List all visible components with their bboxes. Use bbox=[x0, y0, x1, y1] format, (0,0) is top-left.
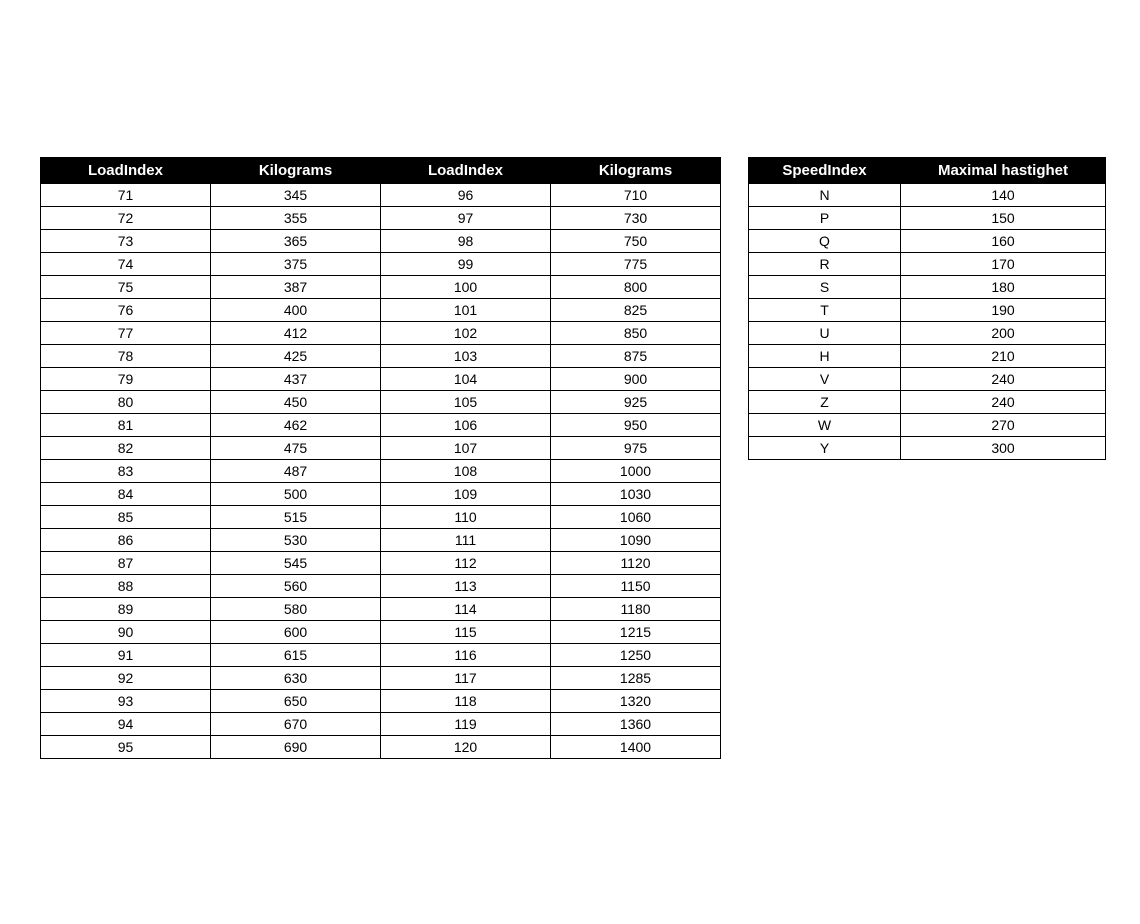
table-cell: 119 bbox=[381, 713, 551, 736]
table-cell: 111 bbox=[381, 529, 551, 552]
table-cell: 437 bbox=[211, 368, 381, 391]
table-row bbox=[41, 690, 721, 713]
table-row bbox=[41, 207, 721, 230]
table-row bbox=[749, 368, 1106, 391]
table-row bbox=[41, 552, 721, 575]
table-row bbox=[749, 391, 1106, 414]
table-cell: 475 bbox=[211, 437, 381, 460]
table-cell: 975 bbox=[551, 437, 721, 460]
table-cell: 670 bbox=[211, 713, 381, 736]
table-cell: 950 bbox=[551, 414, 721, 437]
table-cell: 112 bbox=[381, 552, 551, 575]
table-row bbox=[41, 345, 721, 368]
table-cell: 109 bbox=[381, 483, 551, 506]
table-cell: S bbox=[749, 276, 901, 299]
table-row bbox=[41, 391, 721, 414]
table-cell: 300 bbox=[901, 437, 1106, 460]
table-cell: 387 bbox=[211, 276, 381, 299]
table-cell: 925 bbox=[551, 391, 721, 414]
table-cell: Q bbox=[749, 230, 901, 253]
column-header-kilograms-1: Kilograms bbox=[211, 158, 381, 184]
table-cell: 180 bbox=[901, 276, 1106, 299]
table-cell: 100 bbox=[381, 276, 551, 299]
table-row bbox=[41, 276, 721, 299]
table-cell: 630 bbox=[211, 667, 381, 690]
table-cell: 115 bbox=[381, 621, 551, 644]
table-row bbox=[41, 529, 721, 552]
table-cell: 105 bbox=[381, 391, 551, 414]
table-cell: 108 bbox=[381, 460, 551, 483]
table-cell: 425 bbox=[211, 345, 381, 368]
table-row bbox=[41, 460, 721, 483]
table-row bbox=[41, 575, 721, 598]
table-cell: 650 bbox=[211, 690, 381, 713]
table-cell: 117 bbox=[381, 667, 551, 690]
table-row bbox=[41, 184, 721, 207]
table-cell: 95 bbox=[41, 736, 211, 759]
table-cell: 72 bbox=[41, 207, 211, 230]
load-index-table bbox=[40, 157, 721, 759]
table-row bbox=[41, 644, 721, 667]
table-cell: 545 bbox=[211, 552, 381, 575]
table-cell: 875 bbox=[551, 345, 721, 368]
table-cell: 83 bbox=[41, 460, 211, 483]
table-cell: V bbox=[749, 368, 901, 391]
table-cell: 345 bbox=[211, 184, 381, 207]
table-cell: 107 bbox=[381, 437, 551, 460]
table-cell: U bbox=[749, 322, 901, 345]
table-row bbox=[41, 230, 721, 253]
column-header-loadindex-1: LoadIndex bbox=[41, 158, 211, 184]
table-row bbox=[41, 322, 721, 345]
table-cell: 900 bbox=[551, 368, 721, 391]
table-cell: 800 bbox=[551, 276, 721, 299]
speed-index-table bbox=[748, 157, 1106, 460]
table-cell: 150 bbox=[901, 207, 1106, 230]
table-cell: 101 bbox=[381, 299, 551, 322]
table-row bbox=[41, 483, 721, 506]
table-row bbox=[41, 506, 721, 529]
table-cell: 87 bbox=[41, 552, 211, 575]
table-cell: 1120 bbox=[551, 552, 721, 575]
column-header-speedindex: SpeedIndex bbox=[749, 158, 901, 184]
table-cell: 74 bbox=[41, 253, 211, 276]
load-index-table-body bbox=[41, 184, 721, 759]
table-cell: T bbox=[749, 299, 901, 322]
table-cell: 98 bbox=[381, 230, 551, 253]
table-cell: 412 bbox=[211, 322, 381, 345]
table-cell: 1180 bbox=[551, 598, 721, 621]
table-cell: 110 bbox=[381, 506, 551, 529]
table-cell: 530 bbox=[211, 529, 381, 552]
table-cell: 730 bbox=[551, 207, 721, 230]
table-cell: 103 bbox=[381, 345, 551, 368]
table-cell: 1285 bbox=[551, 667, 721, 690]
table-row bbox=[41, 414, 721, 437]
table-cell: 104 bbox=[381, 368, 551, 391]
table-cell: Z bbox=[749, 391, 901, 414]
table-row bbox=[749, 184, 1106, 207]
table-cell: 113 bbox=[381, 575, 551, 598]
table-cell: 75 bbox=[41, 276, 211, 299]
table-cell: 78 bbox=[41, 345, 211, 368]
table-cell: 1150 bbox=[551, 575, 721, 598]
table-row bbox=[41, 736, 721, 759]
table-cell: 200 bbox=[901, 322, 1106, 345]
table-cell: 99 bbox=[381, 253, 551, 276]
table-cell: 120 bbox=[381, 736, 551, 759]
table-cell: 690 bbox=[211, 736, 381, 759]
table-cell: 140 bbox=[901, 184, 1106, 207]
table-row bbox=[749, 276, 1106, 299]
table-cell: R bbox=[749, 253, 901, 276]
table-cell: 515 bbox=[211, 506, 381, 529]
table-cell: 500 bbox=[211, 483, 381, 506]
table-cell: 97 bbox=[381, 207, 551, 230]
table-cell: 710 bbox=[551, 184, 721, 207]
table-cell: 400 bbox=[211, 299, 381, 322]
table-cell: 1400 bbox=[551, 736, 721, 759]
table-cell: 487 bbox=[211, 460, 381, 483]
table-row bbox=[749, 299, 1106, 322]
table-cell: 94 bbox=[41, 713, 211, 736]
column-header-kilograms-2: Kilograms bbox=[551, 158, 721, 184]
table-cell: 580 bbox=[211, 598, 381, 621]
table-cell: 96 bbox=[381, 184, 551, 207]
table-cell: 450 bbox=[211, 391, 381, 414]
table-row bbox=[41, 368, 721, 391]
table-cell: 84 bbox=[41, 483, 211, 506]
table-row bbox=[749, 414, 1106, 437]
table-cell: 85 bbox=[41, 506, 211, 529]
table-cell: 77 bbox=[41, 322, 211, 345]
table-row bbox=[41, 437, 721, 460]
table-cell: 102 bbox=[381, 322, 551, 345]
table-cell: 71 bbox=[41, 184, 211, 207]
table-cell: 89 bbox=[41, 598, 211, 621]
table-cell: 170 bbox=[901, 253, 1106, 276]
table-row bbox=[41, 253, 721, 276]
table-cell: 462 bbox=[211, 414, 381, 437]
table-cell: 615 bbox=[211, 644, 381, 667]
table-cell: 86 bbox=[41, 529, 211, 552]
table-cell: 825 bbox=[551, 299, 721, 322]
table-row bbox=[749, 345, 1106, 368]
table-cell: 560 bbox=[211, 575, 381, 598]
table-row bbox=[41, 621, 721, 644]
table-cell: 775 bbox=[551, 253, 721, 276]
table-row bbox=[41, 713, 721, 736]
table-row bbox=[749, 253, 1106, 276]
table-cell: 80 bbox=[41, 391, 211, 414]
table-row bbox=[749, 230, 1106, 253]
table-cell: 92 bbox=[41, 667, 211, 690]
table-cell: 365 bbox=[211, 230, 381, 253]
table-cell: 79 bbox=[41, 368, 211, 391]
table-cell: 240 bbox=[901, 368, 1106, 391]
table-row bbox=[41, 299, 721, 322]
table-cell: 88 bbox=[41, 575, 211, 598]
table-cell: 270 bbox=[901, 414, 1106, 437]
table-cell: 90 bbox=[41, 621, 211, 644]
table-cell: 375 bbox=[211, 253, 381, 276]
table-cell: N bbox=[749, 184, 901, 207]
table-cell: 750 bbox=[551, 230, 721, 253]
table-cell: 1060 bbox=[551, 506, 721, 529]
table-cell: 1215 bbox=[551, 621, 721, 644]
table-cell: 600 bbox=[211, 621, 381, 644]
table-cell: 91 bbox=[41, 644, 211, 667]
table-cell: 82 bbox=[41, 437, 211, 460]
table-cell: H bbox=[749, 345, 901, 368]
load-index-table-header bbox=[41, 158, 721, 184]
table-cell: 1360 bbox=[551, 713, 721, 736]
table-row bbox=[41, 667, 721, 690]
speed-index-table-header bbox=[749, 158, 1106, 184]
table-cell: 118 bbox=[381, 690, 551, 713]
column-header-loadindex-2: LoadIndex bbox=[381, 158, 551, 184]
table-cell: 114 bbox=[381, 598, 551, 621]
table-cell: 76 bbox=[41, 299, 211, 322]
table-cell: 1320 bbox=[551, 690, 721, 713]
table-cell: 240 bbox=[901, 391, 1106, 414]
column-header-max-speed: Maximal hastighet bbox=[901, 158, 1106, 184]
table-row bbox=[41, 598, 721, 621]
table-row bbox=[749, 207, 1106, 230]
table-cell: 160 bbox=[901, 230, 1106, 253]
table-cell: 190 bbox=[901, 299, 1106, 322]
table-cell: 1090 bbox=[551, 529, 721, 552]
table-cell: 81 bbox=[41, 414, 211, 437]
table-cell: W bbox=[749, 414, 901, 437]
table-cell: 93 bbox=[41, 690, 211, 713]
table-cell: 355 bbox=[211, 207, 381, 230]
table-cell: 850 bbox=[551, 322, 721, 345]
table-cell: 1250 bbox=[551, 644, 721, 667]
table-cell: P bbox=[749, 207, 901, 230]
table-cell: 1030 bbox=[551, 483, 721, 506]
table-cell: 1000 bbox=[551, 460, 721, 483]
speed-index-table-body bbox=[749, 184, 1106, 460]
table-row bbox=[749, 437, 1106, 460]
table-cell: 210 bbox=[901, 345, 1106, 368]
table-cell: Y bbox=[749, 437, 901, 460]
table-cell: 73 bbox=[41, 230, 211, 253]
table-cell: 116 bbox=[381, 644, 551, 667]
table-cell: 106 bbox=[381, 414, 551, 437]
table-row bbox=[749, 322, 1106, 345]
